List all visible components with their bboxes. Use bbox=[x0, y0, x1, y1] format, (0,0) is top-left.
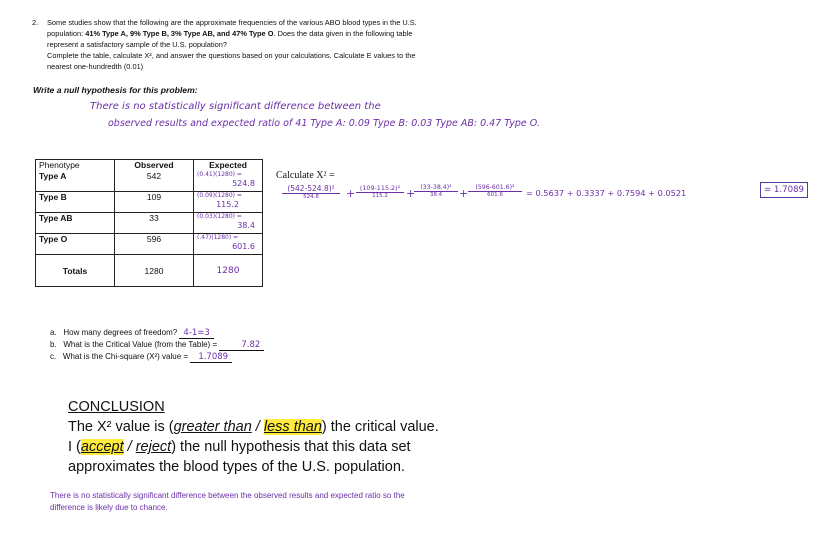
row-phenotype: Type B bbox=[36, 192, 115, 213]
answer-b bbox=[50, 339, 264, 351]
conclusion-block bbox=[68, 397, 439, 477]
answer-c-text: What is the Chi-square (X²) value = bbox=[62, 352, 189, 361]
row-expected-calc: (0.03)(1280) = bbox=[197, 213, 242, 220]
chi-term-denominator: 38.4 bbox=[429, 192, 443, 198]
question-line-2-post: . Does the data given in the following table bbox=[273, 29, 413, 38]
question-line-4: Complete the table, calculate X², and answer the questions based on your calculations. Calculate E values to the bbox=[47, 51, 416, 60]
table-row bbox=[36, 171, 263, 192]
option-greater-than: greater than bbox=[173, 419, 252, 435]
question-line-5: nearest one-hundredth (0.01) bbox=[47, 62, 144, 71]
question-line-3: represent a satisfactory sample of the U.S. population? bbox=[47, 40, 227, 49]
conclusion-l2-pre: I ( bbox=[68, 439, 81, 455]
final-note bbox=[50, 490, 405, 514]
row-expected-calc: (0.41)(1280) = bbox=[197, 170, 242, 178]
header-expected: Expected bbox=[194, 160, 263, 171]
chi-term-numerator: (596-601.6)² bbox=[468, 184, 522, 192]
question-line-2-pre: population: bbox=[47, 29, 86, 38]
answer-a-text: How many degrees of freedom? bbox=[63, 328, 178, 337]
table-totals-row bbox=[36, 255, 263, 287]
chi-sum: = 0.5637 + 0.3337 + 0.7594 + 0.0521 bbox=[526, 188, 687, 198]
chi-term-denominator: 524.8 bbox=[303, 194, 319, 200]
answer-a-label: a. bbox=[50, 328, 57, 337]
answer-b-text: What is the Critical Value (from the Table) = bbox=[63, 340, 218, 349]
table-row bbox=[36, 234, 263, 255]
header-observed: Observed bbox=[115, 160, 194, 171]
conclusion-heading: CONCLUSION bbox=[68, 399, 165, 415]
chi-term-denominator: 601.6 bbox=[487, 192, 503, 198]
header-phenotype: Phenotype bbox=[36, 160, 115, 171]
chi-term-numerator: (109-115.2)² bbox=[356, 184, 404, 193]
row-phenotype: Type AB bbox=[36, 213, 115, 234]
row-expected-cell bbox=[194, 192, 263, 213]
answer-a bbox=[50, 327, 264, 339]
question-line-1: Some studies show that the following are the approximate frequencies of the various ABO blood types in the U.S. bbox=[47, 18, 417, 27]
row-observed: 596 bbox=[115, 234, 194, 255]
answers-list bbox=[50, 327, 264, 363]
conclusion-line-3: approximates the blood types of the U.S. population. bbox=[68, 459, 405, 475]
answer-c-value: 1.7089 bbox=[190, 352, 232, 363]
row-expected-value: 601.6 bbox=[232, 242, 255, 251]
row-expected-value: 38.4 bbox=[237, 221, 255, 230]
chi-term bbox=[282, 184, 340, 200]
conclusion-l1-slash: / bbox=[251, 419, 264, 435]
row-expected-value: 115.2 bbox=[216, 200, 239, 209]
frequencies-bold: 41% Type A, 9% Type B, 3% Type AB, and 47% Type O bbox=[85, 29, 274, 38]
row-expected-cell bbox=[194, 213, 263, 234]
table-row bbox=[36, 213, 263, 234]
row-observed: 542 bbox=[115, 171, 194, 192]
answer-b-label: b. bbox=[50, 340, 57, 349]
hypothesis-answer-line-2: observed results and expected ratio of 41 Type A: 0.09 Type B: 0.03 Type AB: 0.47 Type O. bbox=[108, 118, 540, 129]
conclusion-l2-post: ) the null hypothesis that this data set bbox=[171, 439, 411, 455]
row-phenotype: Type O bbox=[36, 234, 115, 255]
conclusion-line-2 bbox=[68, 437, 439, 457]
totals-label: Totals bbox=[36, 255, 115, 287]
answer-b-value: 7.82 bbox=[219, 340, 264, 351]
hypothesis-prompt: Write a null hypothesis for this problem: bbox=[33, 85, 198, 95]
conclusion-l1-pre: The X² value is ( bbox=[68, 419, 174, 435]
row-phenotype: Type A bbox=[36, 171, 115, 192]
hypothesis-answer-line-1: There is no statistically significant difference between the bbox=[90, 101, 381, 112]
final-note-line-1: There is no statistically significant difference between the observed results and expected ratio so the bbox=[50, 491, 405, 500]
chi-term bbox=[468, 184, 522, 198]
option-reject: reject bbox=[135, 439, 172, 455]
option-accept-highlighted: accept bbox=[80, 439, 124, 455]
option-less-than-highlighted: less than bbox=[263, 419, 322, 435]
totals-expected: 1280 bbox=[194, 255, 263, 287]
table-row bbox=[36, 192, 263, 213]
answer-a-value: 4-1=3 bbox=[179, 328, 213, 339]
calc-label: Calculate X² = bbox=[276, 170, 335, 181]
row-expected-cell bbox=[194, 171, 263, 192]
answer-c bbox=[50, 351, 264, 363]
observed-expected-table bbox=[35, 159, 263, 287]
answer-c-label: c. bbox=[50, 352, 57, 361]
conclusion-l1-post: ) the critical value. bbox=[321, 419, 439, 435]
chi-term bbox=[414, 184, 458, 198]
row-observed: 109 bbox=[115, 192, 194, 213]
question-line-2 bbox=[47, 28, 507, 39]
question-text bbox=[47, 17, 507, 72]
row-expected-value: 524.8 bbox=[232, 178, 255, 188]
chi-term-numerator: (542-524.8)² bbox=[282, 184, 340, 194]
chi-term bbox=[356, 184, 404, 199]
conclusion-l2-slash: / bbox=[123, 439, 136, 455]
conclusion-line-1 bbox=[68, 417, 439, 437]
chi-term-denominator: 115.2 bbox=[372, 193, 388, 199]
row-expected-cell bbox=[194, 234, 263, 255]
chi-term-numerator: (33-38.4)² bbox=[414, 184, 458, 192]
totals-observed: 1280 bbox=[115, 255, 194, 287]
row-observed: 33 bbox=[115, 213, 194, 234]
plus-sign: + bbox=[346, 187, 356, 200]
row-expected-calc: (.47)(1280) = bbox=[197, 234, 239, 241]
plus-sign: + bbox=[459, 187, 469, 200]
question-number: 2. bbox=[32, 18, 39, 27]
chi-result-box: = 1.7089 bbox=[760, 182, 808, 198]
final-note-line-2: difference is likely due to chance. bbox=[50, 503, 168, 512]
table-header-row bbox=[36, 160, 263, 171]
row-expected-calc: (0.09)(1280) = bbox=[197, 192, 242, 199]
plus-sign: + bbox=[406, 187, 416, 200]
